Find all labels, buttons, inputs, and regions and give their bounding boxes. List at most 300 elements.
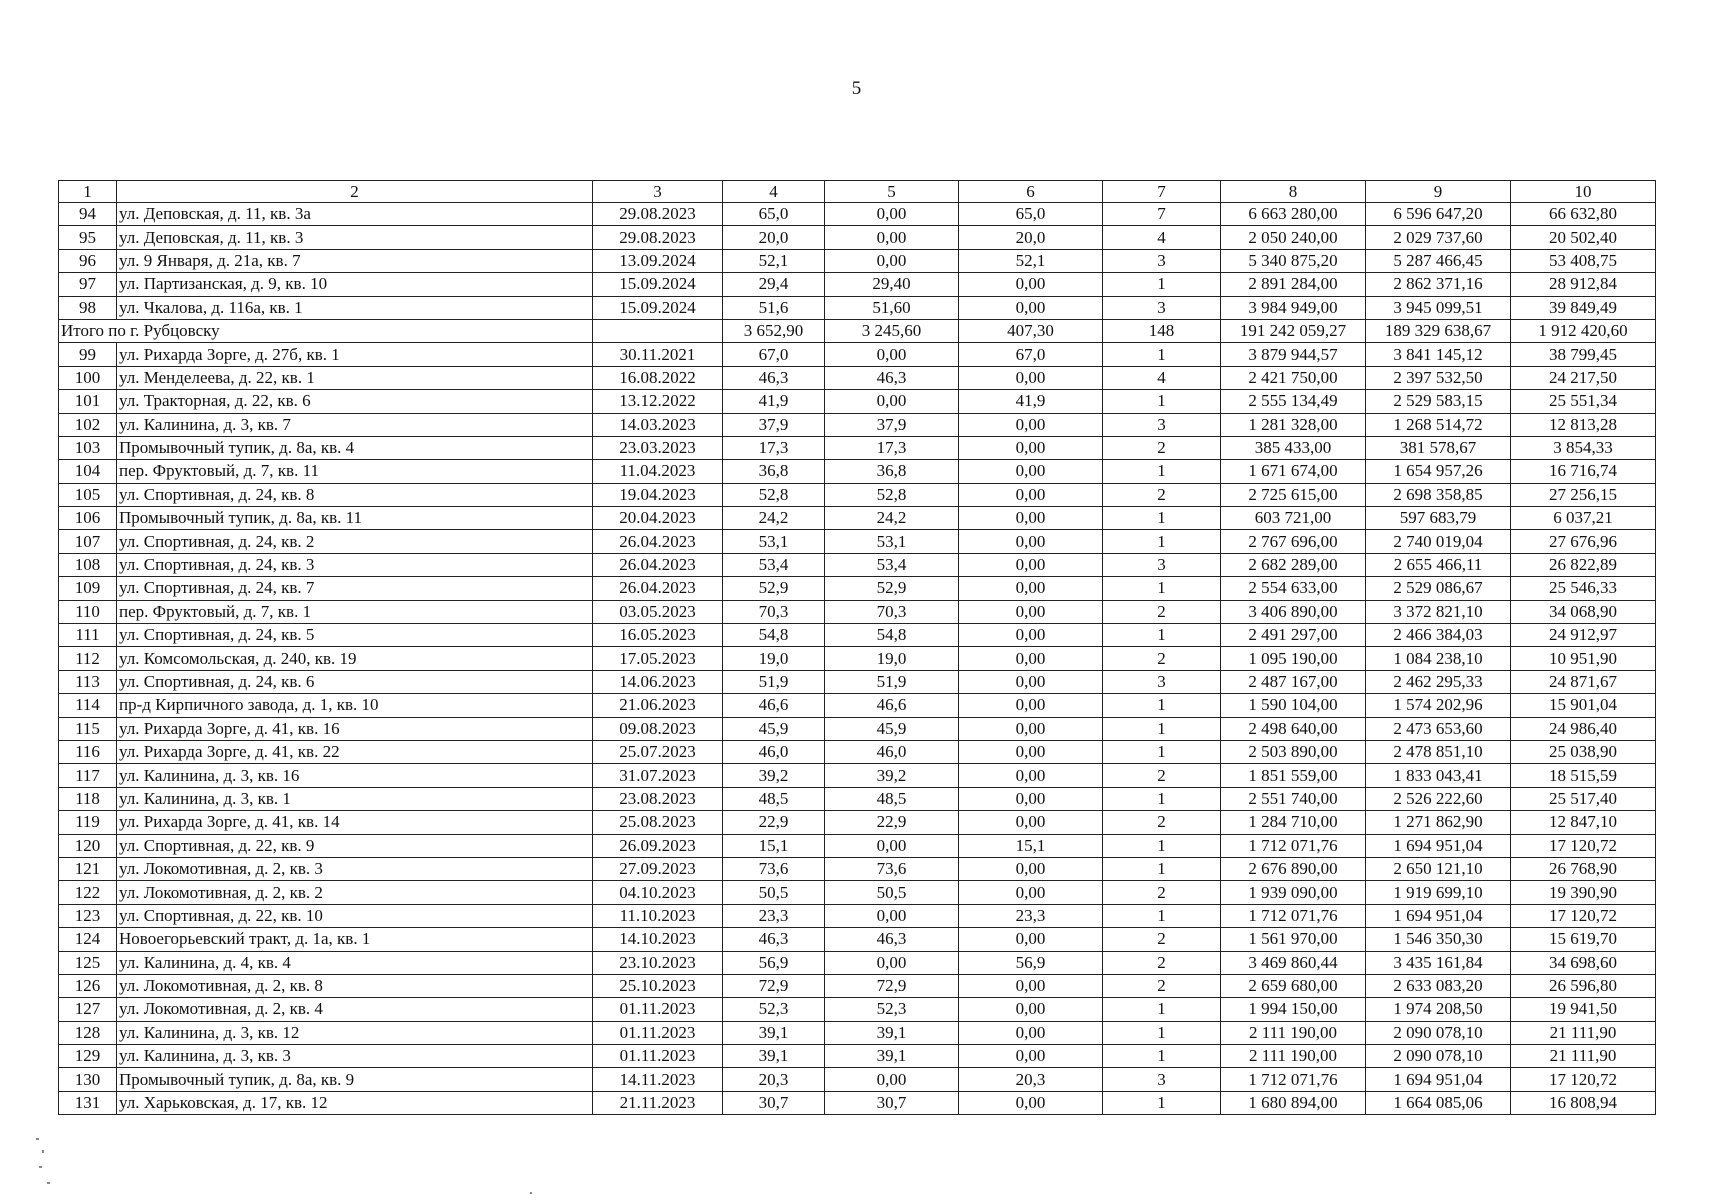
address-cell: ул. Спортивная, д. 24, кв. 3 [117,553,593,576]
column-header-8: 8 [1221,181,1366,203]
amount-col9-cell: 1 919 699,10 [1366,881,1511,904]
amount-col9-cell: 2 740 019,04 [1366,530,1511,553]
amount-col10-cell: 25 546,33 [1511,577,1656,600]
count-cell: 4 [1103,366,1221,389]
amount-col8-cell: 2 659 680,00 [1221,974,1366,997]
scan-speck [42,1150,44,1153]
count-cell: 2 [1103,600,1221,623]
amount-col10-cell: 25 517,40 [1511,787,1656,810]
date-cell: 25.10.2023 [593,974,723,997]
amount-col8-cell: 1 680 894,00 [1221,1091,1366,1114]
amount-col9-cell: 2 473 653,60 [1366,717,1511,740]
row-number-cell: 103 [59,436,117,459]
area-total-cell: 72,9 [723,974,825,997]
address-cell: пер. Фруктовый, д. 7, кв. 1 [117,600,593,623]
address-cell: ул. Спортивная, д. 24, кв. 6 [117,670,593,693]
area-col6-cell: 0,00 [959,273,1103,296]
row-number-cell: 107 [59,530,117,553]
amount-col10-cell: 3 854,33 [1511,436,1656,459]
area-total-cell: 53,4 [723,553,825,576]
row-number-cell: 115 [59,717,117,740]
column-header-2: 2 [117,181,593,203]
amount-col9-cell: 2 090 078,10 [1366,1021,1511,1044]
table-row [59,343,1656,366]
row-number-cell: 100 [59,366,117,389]
table-row [59,857,1656,880]
amount-col10-cell: 24 217,50 [1511,366,1656,389]
table-body [59,181,1656,1115]
area-total-cell: 46,0 [723,740,825,763]
amount-col9-cell: 1 694 951,04 [1366,904,1511,927]
area-total-cell: 51,9 [723,670,825,693]
row-number-cell: 94 [59,203,117,226]
amount-col9-cell: 2 526 222,60 [1366,787,1511,810]
area-total-cell: 45,9 [723,717,825,740]
row-number-cell: 123 [59,904,117,927]
amount-col10-cell: 66 632,80 [1511,203,1656,226]
count-cell: 3 [1103,249,1221,272]
date-cell: 26.04.2023 [593,530,723,553]
count-cell: 3 [1103,296,1221,319]
area-total-cell: 41,9 [723,390,825,413]
area-col6-cell: 0,00 [959,577,1103,600]
table-row [59,366,1656,389]
area-total-cell: 52,3 [723,998,825,1021]
table-row [59,530,1656,553]
amount-col10-cell: 17 120,72 [1511,834,1656,857]
area-total-cell: 17,3 [723,436,825,459]
date-cell: 03.05.2023 [593,600,723,623]
area-col6-cell: 20,3 [959,1068,1103,1091]
amount-col8-cell: 385 433,00 [1221,436,1366,459]
address-cell: ул. Чкалова, д. 116а, кв. 1 [117,296,593,319]
area-total-cell: 15,1 [723,834,825,857]
area-col5-cell: 46,0 [825,740,959,763]
table-row [59,483,1656,506]
table-row [59,740,1656,763]
amount-col9-cell: 2 655 466,11 [1366,553,1511,576]
count-cell: 2 [1103,811,1221,834]
area-total-cell: 37,9 [723,413,825,436]
address-cell: ул. Калинина, д. 3, кв. 7 [117,413,593,436]
amount-col10-cell: 12 813,28 [1511,413,1656,436]
count-cell: 1 [1103,834,1221,857]
area-total-cell: 30,7 [723,1091,825,1114]
row-number-cell: 118 [59,787,117,810]
table-row [59,694,1656,717]
amount-col8-cell: 1 095 190,00 [1221,647,1366,670]
row-number-cell: 127 [59,998,117,1021]
amount-col8-cell: 2 676 890,00 [1221,857,1366,880]
amount-col9-cell: 381 578,67 [1366,436,1511,459]
area-total-cell: 46,6 [723,694,825,717]
area-total-cell: 51,6 [723,296,825,319]
row-number-cell: 121 [59,857,117,880]
address-cell: ул. Калинина, д. 3, кв. 16 [117,764,593,787]
address-cell: ул. Локомотивная, д. 2, кв. 2 [117,881,593,904]
row-number-cell: 122 [59,881,117,904]
row-number-cell: 101 [59,390,117,413]
area-col5-cell: 54,8 [825,624,959,647]
amount-col10-cell: 21 111,90 [1511,1021,1656,1044]
area-col5-cell: 39,2 [825,764,959,787]
row-number-cell: 117 [59,764,117,787]
amount-col9-cell: 2 478 851,10 [1366,740,1511,763]
count-cell: 2 [1103,483,1221,506]
row-number-cell: 99 [59,343,117,366]
count-cell: 1 [1103,460,1221,483]
amount-col9-cell: 2 029 737,60 [1366,226,1511,249]
area-col6-cell: 0,00 [959,530,1103,553]
amount-col9-cell: 3 945 099,51 [1366,296,1511,319]
table-row [59,811,1656,834]
total-row [59,319,1656,342]
area-total-cell: 29,4 [723,273,825,296]
table-row [59,600,1656,623]
area-col5-cell: 36,8 [825,460,959,483]
address-cell: ул. Тракторная, д. 22, кв. 6 [117,390,593,413]
area-col6-cell: 52,1 [959,249,1103,272]
date-cell: 15.09.2024 [593,273,723,296]
address-cell: ул. Калинина, д. 3, кв. 1 [117,787,593,810]
count-cell: 1 [1103,507,1221,530]
amount-col10-cell: 21 111,90 [1511,1045,1656,1068]
area-col5-cell: 0,00 [825,203,959,226]
total-area-col6-cell: 407,30 [959,319,1103,342]
amount-col8-cell: 3 406 890,00 [1221,600,1366,623]
area-col5-cell: 39,1 [825,1045,959,1068]
area-col6-cell: 0,00 [959,787,1103,810]
area-col6-cell: 0,00 [959,881,1103,904]
count-cell: 2 [1103,928,1221,951]
amount-col8-cell: 2 487 167,00 [1221,670,1366,693]
column-header-5: 5 [825,181,959,203]
amount-col10-cell: 17 120,72 [1511,904,1656,927]
address-cell: ул. Спортивная, д. 24, кв. 2 [117,530,593,553]
amount-col8-cell: 2 491 297,00 [1221,624,1366,647]
area-total-cell: 46,3 [723,928,825,951]
column-header-1: 1 [59,181,117,203]
date-cell: 21.06.2023 [593,694,723,717]
area-total-cell: 24,2 [723,507,825,530]
amount-col9-cell: 3 372 821,10 [1366,600,1511,623]
area-col5-cell: 48,5 [825,787,959,810]
table-row [59,507,1656,530]
amount-col8-cell: 2 725 615,00 [1221,483,1366,506]
area-col6-cell: 0,00 [959,413,1103,436]
count-cell: 1 [1103,998,1221,1021]
amount-col10-cell: 38 799,45 [1511,343,1656,366]
amount-col9-cell: 5 287 466,45 [1366,249,1511,272]
amount-col10-cell: 12 847,10 [1511,811,1656,834]
amount-col8-cell: 2 050 240,00 [1221,226,1366,249]
date-cell: 29.08.2023 [593,226,723,249]
area-col5-cell: 53,1 [825,530,959,553]
row-number-cell: 102 [59,413,117,436]
date-cell: 16.08.2022 [593,366,723,389]
area-col6-cell: 23,3 [959,904,1103,927]
date-cell: 25.08.2023 [593,811,723,834]
area-col5-cell: 52,8 [825,483,959,506]
area-col6-cell: 20,0 [959,226,1103,249]
area-col5-cell: 29,40 [825,273,959,296]
address-cell: ул. Рихарда Зорге, д. 27б, кв. 1 [117,343,593,366]
total-amount-col8-cell: 191 242 059,27 [1221,319,1366,342]
area-total-cell: 53,1 [723,530,825,553]
area-col5-cell: 52,9 [825,577,959,600]
area-col6-cell: 0,00 [959,553,1103,576]
amount-col8-cell: 1 939 090,00 [1221,881,1366,904]
date-cell: 13.12.2022 [593,390,723,413]
amount-col9-cell: 2 397 532,50 [1366,366,1511,389]
scan-speck [530,1192,532,1194]
table-row [59,881,1656,904]
amount-col8-cell: 1 712 071,76 [1221,834,1366,857]
area-col6-cell: 41,9 [959,390,1103,413]
area-col5-cell: 39,1 [825,1021,959,1044]
total-amount-col10-cell: 1 912 420,60 [1511,319,1656,342]
area-col6-cell: 0,00 [959,1091,1103,1114]
count-cell: 1 [1103,857,1221,880]
area-col5-cell: 51,9 [825,670,959,693]
total-area-col5-cell: 3 245,60 [825,319,959,342]
date-cell: 01.11.2023 [593,1045,723,1068]
count-cell: 3 [1103,553,1221,576]
count-cell: 1 [1103,1021,1221,1044]
count-cell: 1 [1103,787,1221,810]
count-cell: 2 [1103,436,1221,459]
row-number-cell: 108 [59,553,117,576]
amount-col8-cell: 2 554 633,00 [1221,577,1366,600]
area-col6-cell: 0,00 [959,811,1103,834]
date-cell: 21.11.2023 [593,1091,723,1114]
row-number-cell: 129 [59,1045,117,1068]
table-row [59,764,1656,787]
table-row [59,670,1656,693]
count-cell: 3 [1103,413,1221,436]
row-number-cell: 98 [59,296,117,319]
date-cell: 04.10.2023 [593,881,723,904]
amount-col9-cell: 1 268 514,72 [1366,413,1511,436]
amount-col10-cell: 25 038,90 [1511,740,1656,763]
amount-col9-cell: 6 596 647,20 [1366,203,1511,226]
area-total-cell: 46,3 [723,366,825,389]
area-total-cell: 52,8 [723,483,825,506]
amount-col8-cell: 1 712 071,76 [1221,904,1366,927]
count-cell: 2 [1103,974,1221,997]
address-cell: ул. Партизанская, д. 9, кв. 10 [117,273,593,296]
count-cell: 1 [1103,717,1221,740]
amount-col8-cell: 3 469 860,44 [1221,951,1366,974]
count-cell: 2 [1103,647,1221,670]
area-col6-cell: 0,00 [959,857,1103,880]
amount-col9-cell: 2 466 384,03 [1366,624,1511,647]
table-row [59,436,1656,459]
amount-col10-cell: 34 698,60 [1511,951,1656,974]
area-total-cell: 39,2 [723,764,825,787]
count-cell: 1 [1103,577,1221,600]
amount-col10-cell: 20 502,40 [1511,226,1656,249]
area-total-cell: 39,1 [723,1021,825,1044]
area-col5-cell: 46,3 [825,928,959,951]
address-cell: пер. Фруктовый, д. 7, кв. 11 [117,460,593,483]
table-row [59,951,1656,974]
date-cell: 14.03.2023 [593,413,723,436]
date-cell: 14.11.2023 [593,1068,723,1091]
amount-col8-cell: 1 671 674,00 [1221,460,1366,483]
data-table [58,180,1656,1115]
address-cell: ул. Деповская, д. 11, кв. 3 [117,226,593,249]
table-row [59,647,1656,670]
amount-col10-cell: 26 822,89 [1511,553,1656,576]
amount-col9-cell: 1 664 085,06 [1366,1091,1511,1114]
area-col5-cell: 30,7 [825,1091,959,1114]
amount-col10-cell: 15 901,04 [1511,694,1656,717]
area-col5-cell: 72,9 [825,974,959,997]
area-col6-cell: 0,00 [959,296,1103,319]
header-row [59,181,1656,203]
count-cell: 3 [1103,670,1221,693]
area-col6-cell: 0,00 [959,974,1103,997]
row-number-cell: 95 [59,226,117,249]
date-cell: 20.04.2023 [593,507,723,530]
amount-col9-cell: 1 694 951,04 [1366,834,1511,857]
column-header-3: 3 [593,181,723,203]
count-cell: 1 [1103,390,1221,413]
address-cell: ул. Локомотивная, д. 2, кв. 8 [117,974,593,997]
column-header-7: 7 [1103,181,1221,203]
table-row [59,1021,1656,1044]
date-cell: 01.11.2023 [593,998,723,1021]
amount-col10-cell: 25 551,34 [1511,390,1656,413]
amount-col10-cell: 17 120,72 [1511,1068,1656,1091]
table-row [59,974,1656,997]
table-row [59,1068,1656,1091]
address-cell: ул. Деповская, д. 11, кв. 3а [117,203,593,226]
date-cell: 11.10.2023 [593,904,723,927]
area-col6-cell: 0,00 [959,1045,1103,1068]
row-number-cell: 96 [59,249,117,272]
area-col5-cell: 17,3 [825,436,959,459]
row-number-cell: 97 [59,273,117,296]
area-col5-cell: 73,6 [825,857,959,880]
date-cell: 13.09.2024 [593,249,723,272]
area-total-cell: 52,1 [723,249,825,272]
address-cell: ул. Локомотивная, д. 2, кв. 3 [117,857,593,880]
area-col5-cell: 46,3 [825,366,959,389]
amount-col8-cell: 2 682 289,00 [1221,553,1366,576]
table-row [59,928,1656,951]
row-number-cell: 113 [59,670,117,693]
area-total-cell: 70,3 [723,600,825,623]
area-col5-cell: 19,0 [825,647,959,670]
amount-col10-cell: 16 716,74 [1511,460,1656,483]
area-col5-cell: 45,9 [825,717,959,740]
table-row [59,624,1656,647]
area-col6-cell: 0,00 [959,600,1103,623]
amount-col8-cell: 6 663 280,00 [1221,203,1366,226]
area-total-cell: 39,1 [723,1045,825,1068]
address-cell: ул. Спортивная, д. 24, кв. 7 [117,577,593,600]
address-cell: ул. Спортивная, д. 24, кв. 5 [117,624,593,647]
amount-col10-cell: 53 408,75 [1511,249,1656,272]
amount-col10-cell: 34 068,90 [1511,600,1656,623]
amount-col10-cell: 24 986,40 [1511,717,1656,740]
area-col6-cell: 0,00 [959,507,1103,530]
total-label: Итого по г. Рубцовску [59,319,593,342]
page-number: 5 [851,78,862,99]
amount-col8-cell: 1 281 328,00 [1221,413,1366,436]
row-number-cell: 106 [59,507,117,530]
area-total-cell: 52,9 [723,577,825,600]
amount-col10-cell: 24 912,97 [1511,624,1656,647]
count-cell: 1 [1103,624,1221,647]
column-header-6: 6 [959,181,1103,203]
area-col5-cell: 70,3 [825,600,959,623]
row-number-cell: 128 [59,1021,117,1044]
amount-col8-cell: 2 111 190,00 [1221,1021,1366,1044]
amount-col9-cell: 2 862 371,16 [1366,273,1511,296]
address-cell: ул. Калинина, д. 3, кв. 12 [117,1021,593,1044]
count-cell: 1 [1103,694,1221,717]
table-row [59,413,1656,436]
table-row [59,904,1656,927]
area-col6-cell: 0,00 [959,764,1103,787]
date-cell: 01.11.2023 [593,1021,723,1044]
table-row [59,249,1656,272]
row-number-cell: 109 [59,577,117,600]
address-cell: ул. Спортивная, д. 22, кв. 9 [117,834,593,857]
date-cell: 23.10.2023 [593,951,723,974]
count-cell: 1 [1103,343,1221,366]
total-count-cell: 148 [1103,319,1221,342]
address-cell: ул. Менделеева, д. 22, кв. 1 [117,366,593,389]
date-cell: 14.10.2023 [593,928,723,951]
date-cell: 09.08.2023 [593,717,723,740]
area-col5-cell: 53,4 [825,553,959,576]
area-col6-cell: 67,0 [959,343,1103,366]
count-cell: 1 [1103,904,1221,927]
count-cell: 2 [1103,764,1221,787]
total-date-cell [593,319,723,342]
amount-col8-cell: 2 498 640,00 [1221,717,1366,740]
address-cell: ул. Калинина, д. 4, кв. 4 [117,951,593,974]
table-row [59,460,1656,483]
amount-col8-cell: 2 111 190,00 [1221,1045,1366,1068]
address-cell: ул. Рихарда Зорге, д. 41, кв. 14 [117,811,593,834]
amount-col8-cell: 1 590 104,00 [1221,694,1366,717]
amount-col10-cell: 15 619,70 [1511,928,1656,951]
area-col5-cell: 0,00 [825,390,959,413]
area-col6-cell: 0,00 [959,928,1103,951]
address-cell: ул. Спортивная, д. 24, кв. 8 [117,483,593,506]
table-row [59,577,1656,600]
area-total-cell: 54,8 [723,624,825,647]
scan-speck [47,1182,50,1184]
amount-col8-cell: 2 767 696,00 [1221,530,1366,553]
row-number-cell: 116 [59,740,117,763]
amount-col9-cell: 2 633 083,20 [1366,974,1511,997]
amount-col10-cell: 39 849,49 [1511,296,1656,319]
area-col6-cell: 0,00 [959,1021,1103,1044]
amount-col9-cell: 2 529 583,15 [1366,390,1511,413]
amount-col9-cell: 1 271 862,90 [1366,811,1511,834]
area-col6-cell: 0,00 [959,436,1103,459]
amount-col9-cell: 2 090 078,10 [1366,1045,1511,1068]
area-col6-cell: 0,00 [959,647,1103,670]
amount-col9-cell: 1 546 350,30 [1366,928,1511,951]
amount-col9-cell: 2 462 295,33 [1366,670,1511,693]
